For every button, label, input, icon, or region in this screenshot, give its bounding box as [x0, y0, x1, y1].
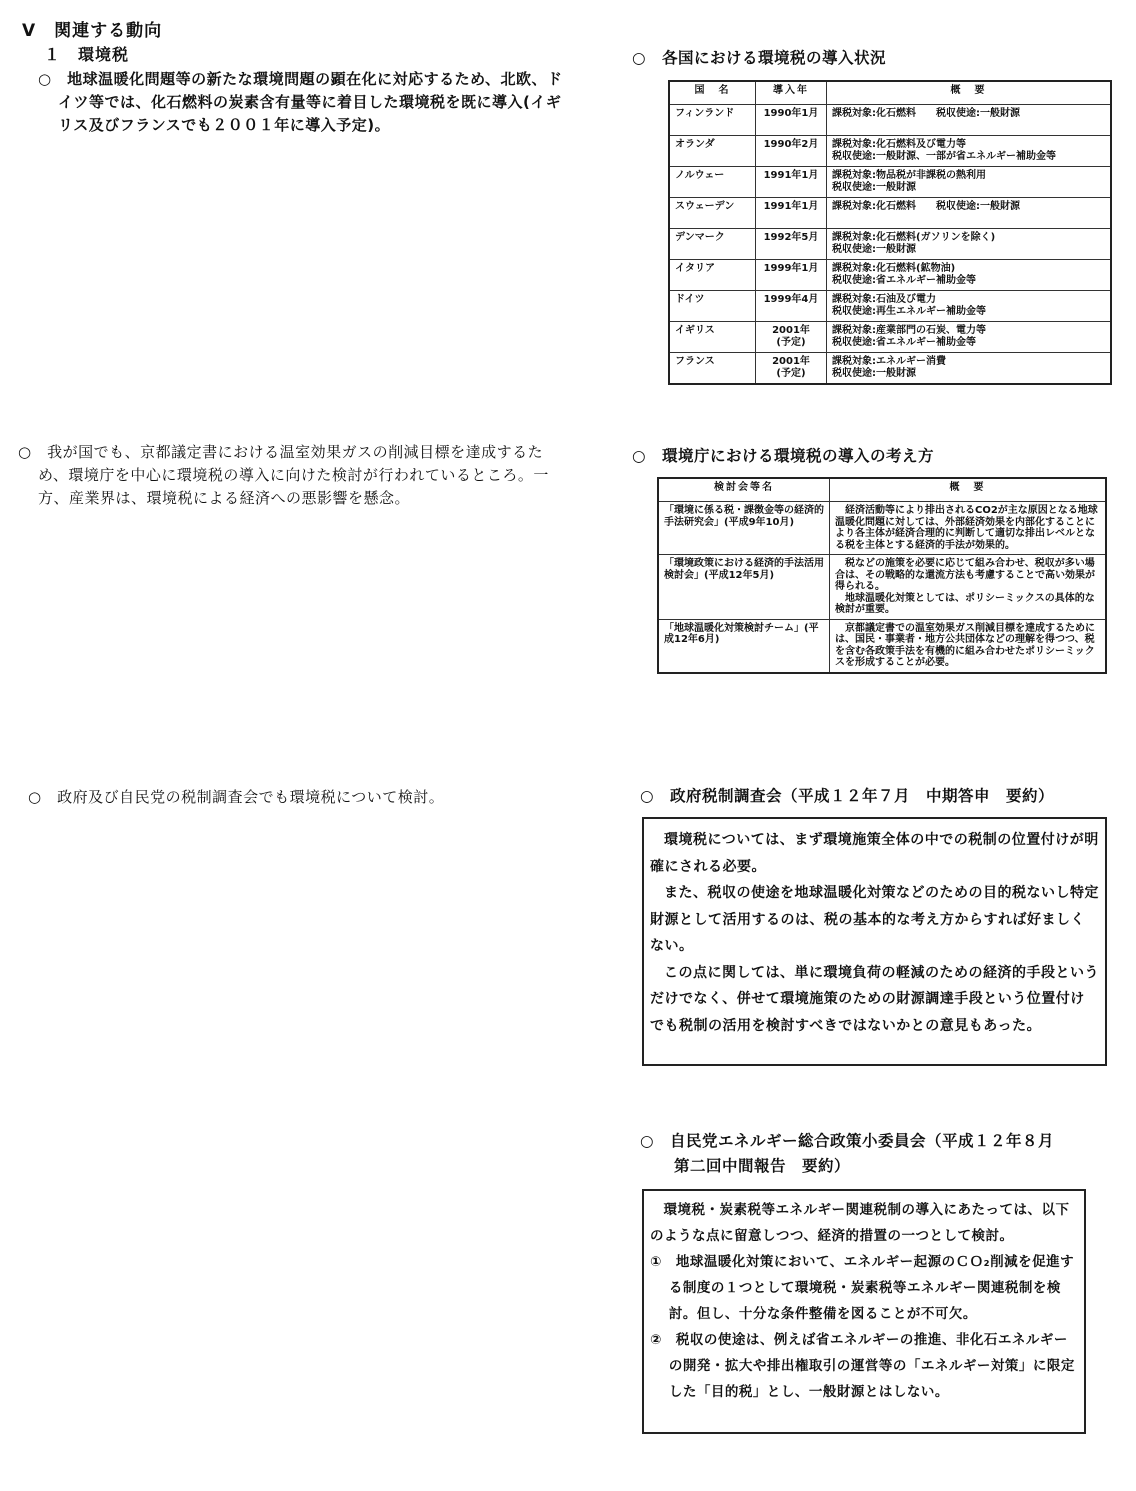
table-row	[658, 502, 1106, 555]
section-heading: Ⅴ 関連する動向	[22, 21, 163, 41]
country-cell: デンマーク	[669, 229, 756, 260]
header-year: 導入年	[756, 81, 827, 105]
summary-cell: 課税対象:エネルギー消費 税収使途:一般財源	[827, 353, 1112, 385]
ldp-box-item-1: ① 地球温暖化対策において、エネルギー起源のＣＯ₂削減を促進する制度の１つとして環境税・炭素税等エネルギー関連税制を検討。但し、十分な条件整備を図ることが不可欠。	[650, 1254, 1075, 1322]
committee-name-cell: 「地球温暖化対策検討チーム」(平成12年6月)	[658, 619, 830, 673]
ldp-box-title-line1: ○ 自民党エネルギー総合政策小委員会（平成１２年８月	[640, 1132, 1055, 1150]
country-cell: イギリス	[669, 322, 756, 353]
subsection-heading: １ 環境税	[44, 45, 130, 64]
summary-cell: 京都議定書での温室効果ガス削減目標を達成するためには、国民・事業者・地方公共団体などの理解を得つつ、税を含む各政策手法を有機的に組み合わせたポリシーミックスを形成することが必要。	[830, 619, 1107, 673]
summary-cell: 課税対象:石油及び電力 税収使途:再生エネルギー補助金等	[827, 291, 1112, 322]
country-cell: ドイツ	[669, 291, 756, 322]
ldp-box-paragraph: 環境税・炭素税等エネルギー関連税制の導入にあたっては、以下のような点に留意しつつ、経済的措置の一つとして検討。	[650, 1202, 1070, 1244]
table-row	[669, 291, 1111, 322]
country-cell: スウェーデン	[669, 198, 756, 229]
summary-cell: 課税対象:化石燃料(ガソリンを除く) 税収使途:一般財源	[827, 229, 1112, 260]
table-row	[658, 555, 1106, 620]
gov-commission-box	[642, 817, 1107, 1066]
table-row	[669, 260, 1111, 291]
year-cell: 1992年5月	[756, 229, 827, 260]
summary-cell: 課税対象:化石燃料(鉱物油) 税収使途:省エネルギー補助金等	[827, 260, 1112, 291]
country-cell: ノルウェー	[669, 167, 756, 198]
summary-cell: 課税対象:産業部門の石炭、電力等 税収使途:省エネルギー補助金等	[827, 322, 1112, 353]
year-cell: 1991年1月	[756, 198, 827, 229]
country-cell: フィンランド	[669, 105, 756, 136]
table-row	[669, 353, 1111, 385]
agency-table-title: ○ 環境庁における環境税の導入の考え方	[632, 447, 935, 465]
gov-box-paragraph-3: この点に関しては、単に環境負荷の軽減のための経済的手段というだけでなく、併せて環境施策のための財源調達手段という位置付けでも税制の活用を検討すべきではないかとの意見もあった。	[650, 964, 1099, 1034]
gov-box-title: ○ 政府税制調査会（平成１２年７月 中期答申 要約）	[640, 787, 1055, 805]
country-cell: フランス	[669, 353, 756, 385]
ldp-box-title-line2: 第二回中間報告 要約）	[674, 1157, 851, 1175]
year-cell: 1999年4月	[756, 291, 827, 322]
year-cell: 2001年 (予定)	[756, 322, 827, 353]
left-paragraph-1: ○ 地球温暖化問題等の新たな環境問題の顕在化に対応するため、北欧、ドイツ等では、化石燃料の炭素含有量等に着目した環境税を既に導入(イギリス及びフランスでも２００１年に導入予定)。	[38, 70, 563, 134]
header-committee: 検討会等名	[658, 478, 830, 502]
country-cell: イタリア	[669, 260, 756, 291]
table-row	[669, 105, 1111, 136]
ldp-committee-box	[642, 1189, 1086, 1434]
header-summary: 概 要	[830, 478, 1107, 502]
summary-cell: 経済活動等により排出されるCO2が主な原因となる地球温暖化問題に対しては、外部経済効果を内部化することにより各主体が経済合理的に判断して適切な排出レベルとなる税を主体とする経済的手法が効果的。	[830, 502, 1107, 555]
ldp-box-item-2: ② 税収の使途は、例えば省エネルギーの推進、非化石エネルギーの開発・拡大や排出権取引の運営等の「エネルギー対策」に限定した「目的税」とし、一般財源とはしない。	[650, 1332, 1075, 1400]
header-summary: 概 要	[827, 81, 1112, 105]
table-row	[669, 136, 1111, 167]
intro-table-title: ○ 各国における環境税の導入状況	[632, 49, 887, 67]
year-cell: 1990年2月	[756, 136, 827, 167]
gov-box-paragraph-1: 環境税については、まず環境施策全体の中での税制の位置付けが明確にされる必要。	[650, 832, 1099, 875]
agency-policy-table	[657, 477, 1107, 674]
header-country: 国 名	[669, 81, 756, 105]
table-row	[669, 167, 1111, 198]
left-paragraph-2: ○ 我が国でも、京都議定書における温室効果ガスの削減目標を達成するため、環境庁を中心に環境税の導入に向けた検討が行われているところ。一方、産業界は、環境税による経済への悪影響を懸念。	[18, 443, 549, 507]
year-cell: 1990年1月	[756, 105, 827, 136]
intro-status-table	[668, 80, 1112, 385]
table-row	[669, 198, 1111, 229]
year-cell: 2001年 (予定)	[756, 353, 827, 385]
table-row	[658, 619, 1106, 673]
summary-cell: 課税対象:化石燃料及び電力等 税収使途:一般財源、一部が省エネルギー補助金等	[827, 136, 1112, 167]
committee-name-cell: 「環境に係る税・課徴金等の経済的手法研究会」(平成9年10月)	[658, 502, 830, 555]
year-cell: 1999年1月	[756, 260, 827, 291]
table-row	[669, 322, 1111, 353]
table-row	[669, 229, 1111, 260]
summary-cell: 課税対象:物品税が非課税の熱利用 税収使途:一般財源	[827, 167, 1112, 198]
summary-cell: 課税対象:化石燃料 税収使途:一般財源	[827, 198, 1112, 229]
summary-cell: 課税対象:化石燃料 税収使途:一般財源	[827, 105, 1112, 136]
summary-cell: 税などの施策を必要に応じて組み合わせ、税収が多い場合は、その戦略的な還流方法も考慮することで高い効果が得られる。 地球温暖化対策としては、ポリシーミックスの具体的な検討が重要。	[830, 555, 1107, 620]
left-paragraph-3: ○ 政府及び自民党の税制調査会でも環境税について検討。	[28, 788, 445, 806]
gov-box-paragraph-2: また、税収の使途を地球温暖化対策などのための目的税ないし特定財源として活用するのは、税の基本的な考え方からすれば好ましくない。	[650, 885, 1099, 954]
country-cell: オランダ	[669, 136, 756, 167]
year-cell: 1991年1月	[756, 167, 827, 198]
committee-name-cell: 「環境政策における経済的手法活用検討会」(平成12年5月)	[658, 555, 830, 620]
